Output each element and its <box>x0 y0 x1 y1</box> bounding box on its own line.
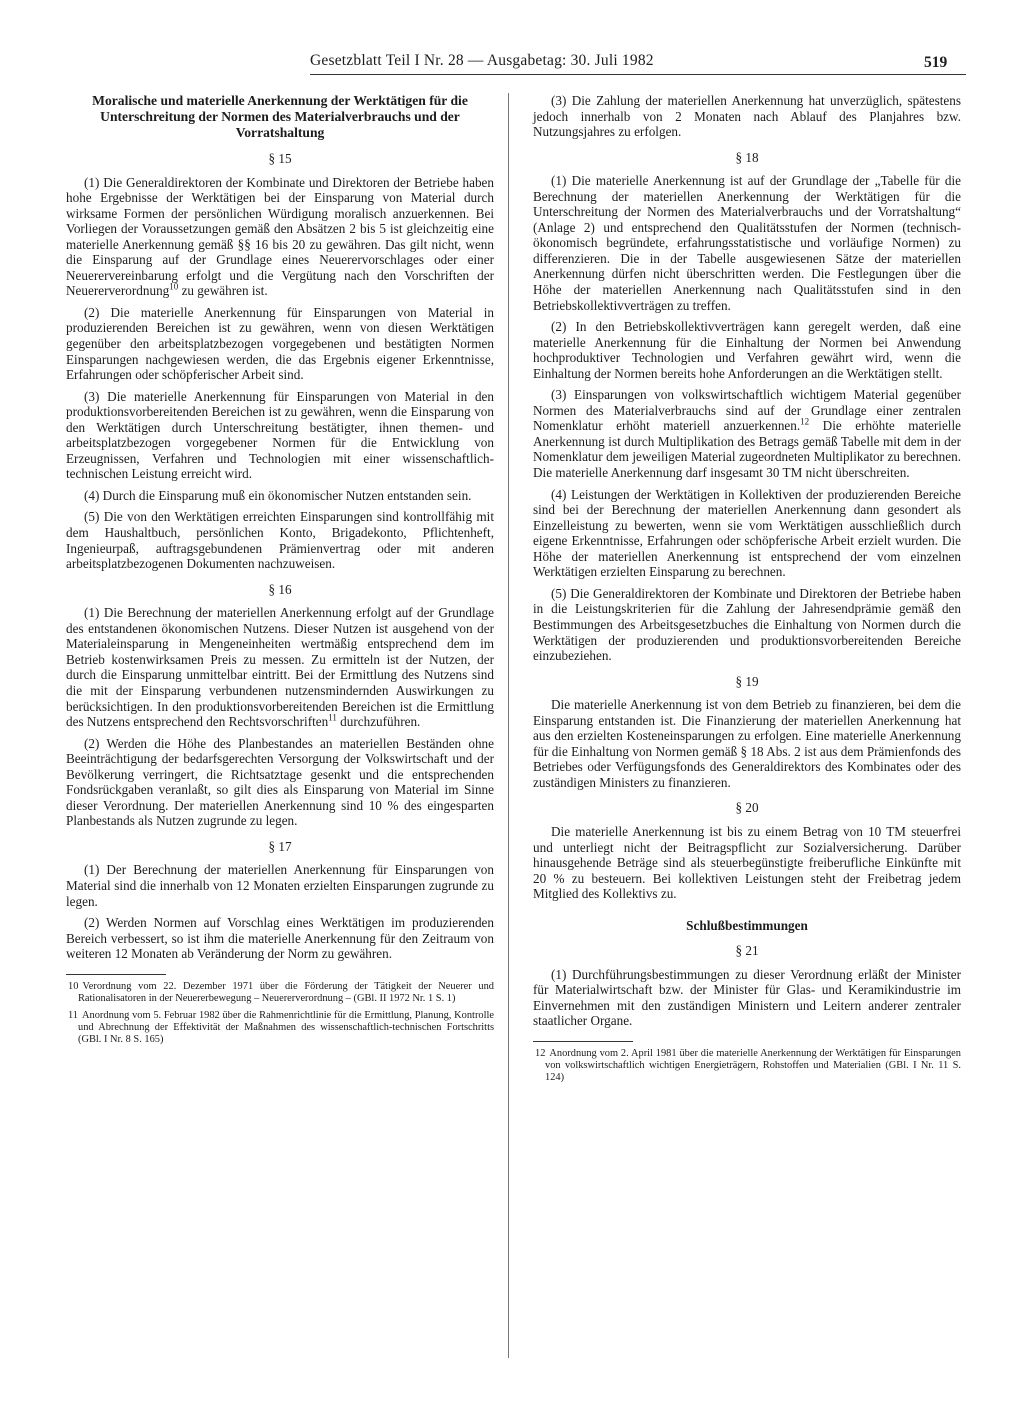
footnote-10 <box>66 981 494 1005</box>
paragraph-text: (1) Die Berechnung der materiellen Anerkennung erfolgt auf der Grundlage des entstandenen ökonomischen Nutzens. Dieser Nutzen ist ausgehend von der Materialeinsparung in Mengeneinheiten wertmäßig entsprechend dem im Betrieb kostenwirksamen Preis zu messen. Zu ermitteln ist der Nutzen, der durch die Einsparung unmittelbar eintritt. Bei der Ermittlung des Nutzens sind die mit der Einsparung verbundenen nutzensmindernden Auswirkungen zu berücksichtigen. In den produktionsvorbereitenden Bereichen ist die Ermittlung des Nutzens entsprechend den Rechtsvorschriften <box>66 605 494 730</box>
paragraph-21-1: (1) Durchführungsbestimmungen zu dieser Verordnung erläßt der Minister für Materialwirtschaft bzw. der Minister für Glas- und Keramikindustrie im Einvernehmen mit den zuständigen Ministern und Leitern anderer zentraler staatlicher Organe. <box>533 966 961 1029</box>
footnote-text: Anordnung vom 2. April 1981 über die materielle Anerkennung der Werktätigen für Einsparungen von volkswirtschaftlich wichtigen Energieträgern, Rohstoffen und Materialien (GBl. I Nr. 11 S. 124) <box>545 1047 961 1083</box>
paragraph-15-1 <box>66 175 494 299</box>
footnote-number: 10 <box>68 980 79 992</box>
paragraph-16-1 <box>66 605 494 729</box>
right-column <box>533 93 961 1089</box>
paragraph-18-3 <box>533 387 961 480</box>
closing-provisions-title: Schlußbestimmungen <box>686 917 808 933</box>
page-header <box>0 52 1024 76</box>
footnote-text: Anordnung vom 5. Februar 1982 über die Rahmenrichtlinie für die Ermittlung, Planung, Kontrolle und Abrechnung der Effektivität der Maßnahmen des wissenschaftlich-technischen Fortschritts (GBl. I Nr. 8 S. 165) <box>78 1009 494 1045</box>
footnote-number: 12 <box>535 1047 546 1059</box>
left-column <box>66 93 494 1051</box>
paragraph-18-5: (5) Die Generaldirektoren der Kombinate und Direktoren der Betriebe haben in die Leistungskriterien für die Zahlung der Jahresendprämie gemäß den Bestimmungen des Arbeitsgesetzbuches die Einhaltung von Normen durch die Werktätigen der produzierenden und produktionsvorbereitenden Bereiche einzubeziehen. <box>533 585 961 664</box>
paragraph-text: (3) Einsparungen von volkswirtschaftlich wichtigem Material gegenüber Normen des Materialverbrauchs sind auf der Grundlage einer zentralen Nomenklatur erhöht materiell anzuerkennen. <box>533 387 961 434</box>
section-heading-19: § 19 <box>735 673 759 689</box>
footnote-ref-12: 12 <box>800 417 810 427</box>
paragraph-17-3: (3) Die Zahlung der materiellen Anerkennung hat unverzüglich, spätestens jedoch innerhalb von 2 Monaten nach Ablauf des Planjahres bzw. Nutzungsjahres zu erfolgen. <box>533 93 961 140</box>
column-divider <box>508 93 509 1358</box>
paragraph-text: Die erhöhte materielle Anerkennung ist durch Multiplikation des Betrags gemäß Tabelle mit dem in der Nomenklatur dem jeweiligen Material zugeordneten Multiplikator zu berechnen. Die materielle Anerkennung darf insgesamt 30 TM nicht überschreiten. <box>533 418 961 481</box>
paragraph-15-3: (3) Die materielle Anerkennung für Einsparungen von Material in den produktionsvorbereitenden Bereichen ist zu gewähren, wenn die Einsparung von den Werktätigen durch Unterschreitung bestätigter, ihnen themen- und arbeitsplatzbezogen vorgegebener Normen für die Entwicklung von Erzeugnissen, Verfahren und Technologien mit einer wissenschaftlich-technischen Leistung erreicht wird. <box>66 388 494 482</box>
section-heading-16: § 16 <box>268 581 292 597</box>
footnote-rule <box>66 974 166 975</box>
paragraph-text: zu gewähren ist. <box>178 283 268 299</box>
paragraph-17-1: (1) Der Berechnung der materiellen Anerkennung für Einsparungen von Material sind die innerhalb von 12 Monaten erzielten Einsparungen zugrunde zu legen. <box>66 862 494 909</box>
paragraph-20: Die materielle Anerkennung ist bis zu einem Betrag von 10 TM steuerfrei und unterliegt nicht der Beitragspflicht zur Sozialversicherung. Darüber hinausgehende Beträge sind als steuerbegünstigte freiberufliche Einkünfte mit 20 % zu besteuern. Bei kollektiven Leistungen steht der Freibetrag jedem Mitglied des Kollektivs zu. <box>533 823 961 902</box>
footnote-rule <box>533 1041 633 1042</box>
paragraph-19: Die materielle Anerkennung ist von dem Betrieb zu finanzieren, bei dem die Einsparung entstanden ist. Die Finanzierung der materiellen Anerkennung hat aus den erzielten Kosteneinsparungen zu erfolgen. Eine materielle Anerkennung für die Einhaltung von Normen gemäß § 18 Abs. 2 ist aus dem Prämienfonds des Betriebes oder Verfügungsfonds des Generaldirektors des Kombinates oder des zuständigen Ministers zu finanzieren. <box>533 697 961 790</box>
footnote-number: 11 <box>68 1009 79 1021</box>
paragraph-text: (1) Die Generaldirektoren der Kombinate und Direktoren der Betriebe haben hohe Ergebnisse der Werktätigen bei der Einsparung von Material durch wirksame Formen der persönlichen Würdigung moralisch anzuerkennen. Bei Vorliegen der Voraussetzungen gemäß den Absätzen 2 bis 5 ist gleichzeitig eine materielle Anerkennung gemäß §§ 16 bis 20 zu gewähren. Das gilt nicht, wenn die Einsparung auf der Grundlage eines Neuerervorschlages oder einer Neuerervereinbarung erfolgt und die Vergütung nach den Vorschriften der Neuererverordnung <box>66 174 494 299</box>
footnote-ref-10: 10 <box>169 281 179 292</box>
footnote-ref-11: 11 <box>328 712 337 723</box>
paragraph-18-1: (1) Die materielle Anerkennung ist auf der Grundlage der „Tabelle für die Berechnung der materiellen Anerkennung der Werktätigen für die Unterschreitung der Normen des Materialverbrauchs und der Vorratshaltung“ (Anlage 2) und entsprechend den Qualitätsstufen der Normen (technisch-ökonomisch begründete, erfahrungsstatistische und vorläufige Normen) zu differenzieren. Die in der Tabelle ausgewiesenen Sätze der materiellen Anerkennung dürfen nicht überschritten werden. Die Festlegungen über die Höhe der materiellen Anerkennung nach Qualitätsstufen sind in den Betriebskollektivverträgen zu treffen. <box>533 173 961 313</box>
section-heading-17: § 17 <box>268 838 292 854</box>
paragraph-text: durchzuführen. <box>336 714 421 730</box>
paragraph-18-4: (4) Leistungen der Werktätigen in Kollektiven der produzierenden Bereiche sind bei der Berechnung der materiellen Anerkennung dann gesondert als Einzelleistung zu bewerten, wenn sie vom Werktätigen ausschließlich durch eigene Erkenntnisse, Erfahrungen oder schöpferische Arbeit erzielt wurden. Die Höhe der materiellen Anerkennung ist entsprechend der vom einzelnen Werktätigen erzielten Einsparung zu berechnen. <box>533 486 961 580</box>
footnote-text: Verordnung vom 22. Dezember 1971 über die Förderung der Tätigkeit der Neuerer und Rationalisatoren in der Neuererbewegung – Neuererverordnung – (GBl. II 1972 Nr. 1 S. 1) <box>78 980 494 1004</box>
footnote-11 <box>66 1010 494 1046</box>
paragraph-15-2: (2) Die materielle Anerkennung für Einsparungen von Material in produzierenden Bereichen ist zu gewähren, wenn von diesen Werktätigen gegenüber den arbeitsplatzbezogen vorgegebenen und bestätigten Normen Einsparungen nachgewiesen werden, die das Ergebnis eigener Erkenntnisse, Erfahrungen oder schöpferischer Arbeit sind. <box>66 304 494 383</box>
paragraph-17-2: (2) Werden Normen auf Vorschlag eines Werktätigen im produzierenden Bereich verbessert, so ist ihm die materielle Anerkennung für den Zeitraum von weiteren 12 Monaten ab Veränderung der Norm zu gewähren. <box>66 915 494 962</box>
paragraph-18-2: (2) In den Betriebskollektivverträgen kann geregelt werden, daß eine materielle Anerkennung für die Einhaltung der Normen bei Anwendung hochproduktiver Technologien und Verfahren gewährt wird, wenn die Einhaltung der Normen bereits hohe Anforderungen an die Werktätigen stellt. <box>533 319 961 381</box>
page-number: 519 <box>924 54 948 71</box>
paragraph-15-4: (4) Durch die Einsparung muß ein ökonomischer Nutzen entstanden sein. <box>84 487 472 503</box>
header-rule <box>310 74 966 75</box>
running-head: Gesetzblatt Teil I Nr. 28 — Ausgabetag: 30. Juli 1982 <box>310 52 654 69</box>
section-heading-20: § 20 <box>735 800 759 816</box>
section-heading-21: § 21 <box>735 943 759 959</box>
footnote-12 <box>533 1048 961 1084</box>
paragraph-15-5: (5) Die von den Werktätigen erreichten Einsparungen sind kontrollfähig mit dem Haushaltbuch, persönlichen Konto, Brigadekonto, Pflichtenheft, Ingenieurpaß, auftragsgebundenen Prämienvertrag oder mit anderen arbeitsplatzbezogenen Dokumenten nachzuweisen. <box>66 509 494 572</box>
section-headline: Moralische und materielle Anerkennung der Werktätigen für die Unterschreitung der Normen des Materialverbrauchs und der Vorratshaltung <box>92 93 468 140</box>
section-heading-15: § 15 <box>268 151 292 166</box>
paragraph-16-2: (2) Werden die Höhe des Planbestandes an materiellen Beständen ohne Beeinträchtigung der bedarfsgerechten Versorgung der Volkswirtschaft und der Bevölkerung verringert, die Richtsatztage gesenkt und die entsprechenden Fondsrückgaben veranlaßt, so gilt dies als Einsparung von Material im Sinne dieser Verordnung. Der materiellen Anerkennung sind 10 % des eingesparten Planbestands als Nutzen zugrunde zu legen. <box>66 735 494 829</box>
section-heading-18: § 18 <box>735 149 759 165</box>
